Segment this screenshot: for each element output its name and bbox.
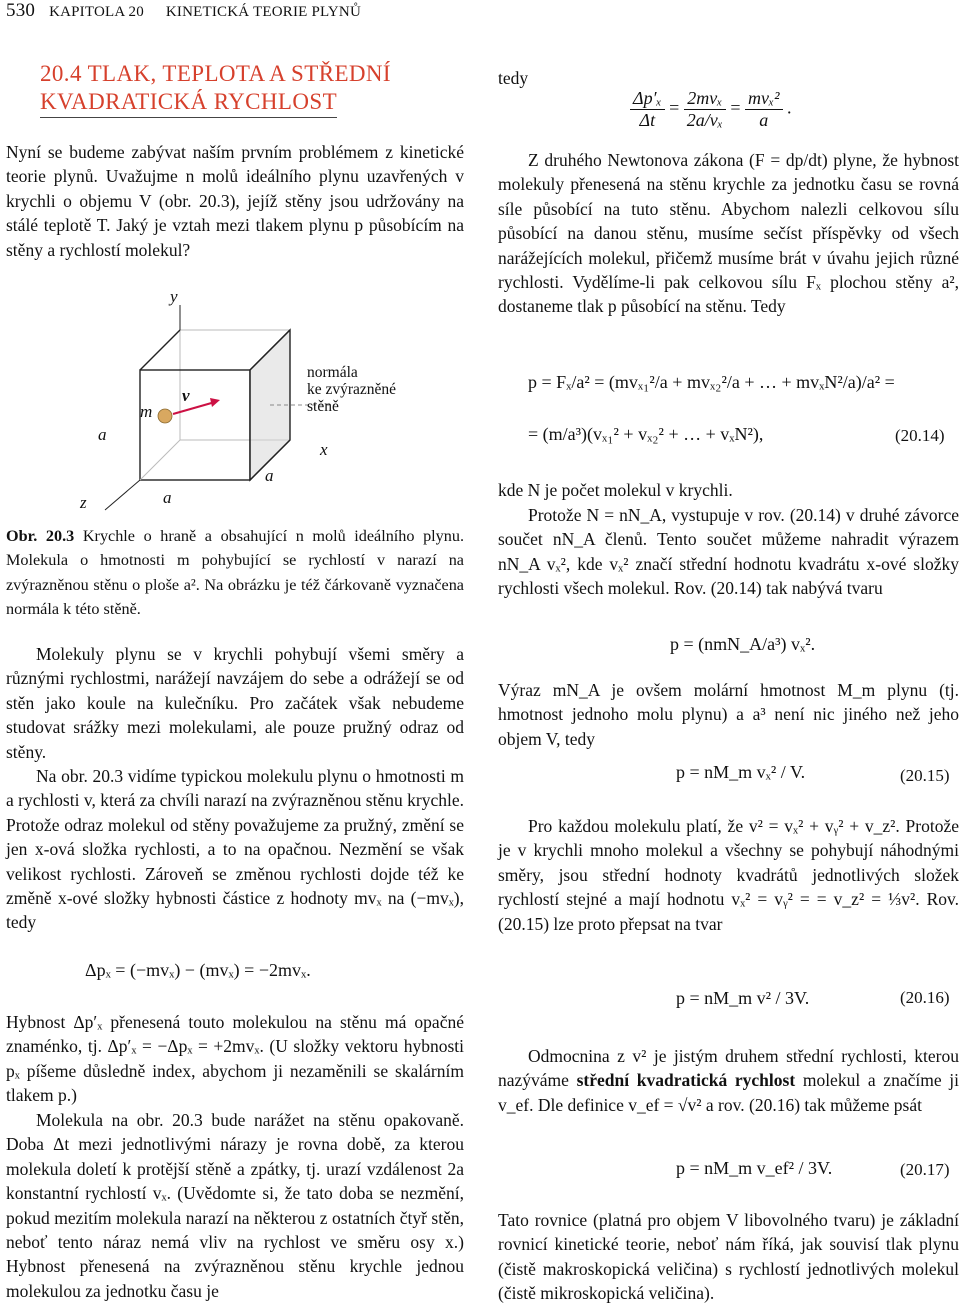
right-paragraph-1: Z druhého Newtonova zákona (F = dp/dt) plyne, že hybnost molekuly přenesená na stěnu krychle za jednotku času se rovná síle působící na tuto stěnu. Abychom nalezli celkovou sílu působící na danou stěnu, musíme sečíst příspěvky od všech narážejících molekul, přičemž musíme brát v úvahu jejich různé rychlosti. Vydělíme-li pak celkovou sílu Fₓ plochou stěny a², dostaneme tlak p působící na stěnu. Tedy — [498, 150, 959, 317]
section-title-line2: KVADRATICKÁ RYCHLOST — [40, 88, 337, 118]
fig-label-a-right: a — [265, 466, 274, 485]
fig-label-v: v — [182, 386, 190, 405]
equation-pressure-sum-line2: = (m/a³)(vₓ₁² + vₓ₂² + … + vₓN²), — [528, 424, 764, 444]
figure-caption — [6, 524, 464, 622]
eq2-lhs: $\frac{\text{Δp′ₓ}}{\Delta t}$ — [630, 88, 665, 131]
velocity-arrowhead — [210, 398, 220, 407]
velocity-vector — [173, 402, 215, 414]
fig-normal-label — [307, 364, 396, 415]
equation-pressure-v2: p = nM_m v² / 3V. — [676, 988, 810, 1008]
molecule — [158, 409, 172, 423]
caption-label: Obr. 20.3 — [6, 527, 75, 545]
equation-pressure-nmNA: p = (nmN_A/a³) vₓ². — [670, 634, 816, 654]
equation-pressure-vef: p = nM_m v_ef² / 3V. — [676, 1158, 833, 1178]
fig-label-a-bottom: a — [163, 488, 172, 507]
fig-label-m: m — [140, 402, 153, 421]
term-rms-speed: střední kvadratická rychlost — [576, 1070, 796, 1091]
equation-number-20-16: (20.16) — [900, 988, 950, 1007]
cube-edge — [140, 330, 180, 370]
left-paragraph-3: Hybnost Δp′ₓ přenesená touto molekulou na stěnu má opačné znaménko, tj. Δp′ₓ = −Δpₓ = +2mvₓ. (U složky vektoru hybnosti pₓ píšeme důsledně index, abychom ji nezaměnili se skalárním tlakem p.) — [6, 1012, 464, 1106]
fig-label-a-left: a — [98, 425, 107, 444]
right-paragraph-5: Pro každou molekulu platí, že v² = vₓ² + vᵧ² + v_z². Protože je v krychli mnoho molekul a všechny se pohybují náhodnými směry, jsou střední hodnoty kvadrátů jednotlivých složek rychlostí stejné a mají hodnotu vₓ² = vᵧ² = = v_z² = ⅓v². Rov. (20.15) lze proto přepsat na tvar — [498, 816, 959, 934]
right-tedy: tedy — [498, 68, 529, 88]
right-paragraph-7: Tato rovnice (platná pro objem V libovolného tvaru) je základní rovnicí kinetické teorie, neboť nám říká, jak souvisí tlak plynu (čistě makroskopická veličina) s rychlostí jednotlivých molekul (čistě mikroskopická veličina). — [498, 1210, 959, 1304]
chapter-title: KINETICKÁ TEORIE PLYNŮ — [165, 4, 361, 20]
eq2-mid: $\frac{\text{2mvₓ}}{\text{2a/vₓ}}$ — [684, 88, 726, 131]
section-title — [40, 60, 460, 118]
fig-label-x: x — [320, 440, 328, 459]
right-paragraph-3: Protože N = nN_A, vystupuje v rov. (20.14) v druhé závorce součet nN_A členů. Tento součet můžeme nahradit výrazem nN_A vₓ², kde vₓ² značí střední hodnotu kvadrátu x-ové složky rychlosti všech molekul. Rov. (20.14) tak nabývá tvaru — [498, 505, 959, 599]
equation-pressure-molar: p = nM_m vₓ² / V. — [676, 762, 806, 782]
left-paragraph-4: Molekula na obr. 20.3 bude narážet na stěnu opakovaně. Doba Δt mezi jednotlivými nárazy je rovna době, za kterou molekula doletí k protější stěně a zpátky, tj. urazí vzdálenost 2a konstantní rychlostí vₓ. (Uvědomte si, že tato doba se nezmění, pokud mezitím molekula narazí na některou z ostatních čtyř stěn, neboť tento náraz nemá vliv na rychlost ve směru osy x.) Hybnost přenesená na zvýrazněnou stěnu krychle jednou molekulou za jednotku času je — [6, 1110, 464, 1301]
page-header — [6, 0, 361, 22]
fig-normal-line3: stěně — [307, 398, 339, 415]
z-axis — [105, 480, 140, 510]
equation-number-20-14: (20.14) — [895, 426, 945, 445]
page-number: 530 — [6, 0, 36, 21]
equation-delta-px: Δpₓ = (−mvₓ) − (mvₓ) = −2mvₓ. — [85, 960, 311, 980]
fig-normal-line1: normála — [307, 364, 358, 381]
eq2-rhs: $\frac{\text{mvₓ²}}{a}$ — [745, 88, 783, 131]
chapter-label: KAPITOLA 20 — [49, 4, 144, 20]
caption-text: Krychle o hraně a obsahující n molů ideálního plynu. Molekula o hmotnosti m pohybující se rychlostí v narazí na zvýrazněnou stěnu o ploše a². Na obrázku je též čárkovaně vyznačena normála k této stěně. — [6, 527, 464, 619]
equation-pressure-sum-line1: p = Fₓ/a² = (mvₓ₁²/a + mvₓ₂²/a + … + mvₓN²/a)/a² = — [528, 372, 895, 392]
section-title-line1: 20.4 TLAK, TEPLOTA A STŘEDNÍ — [40, 61, 391, 86]
equation-number-20-17: (20.17) — [900, 1160, 950, 1179]
cube-edge-hidden — [140, 440, 180, 480]
right-paragraph-6: Odmocnina z v² je jistým druhem střední rychlosti, kterou nazýváme střední kvadratická rychlost molekul a značíme ji v_ef. Dle definice v_ef = √v² a rov. (20.16) tak můžeme psát — [498, 1046, 959, 1115]
equation-force-per-molecule: $\frac{\text{Δp′ₓ}}{\Delta t}$ = $\frac{\text{2mvₓ}}{\text{2a/vₓ}}$ = $\frac{\text{mvₓ²}}{a}$ . — [630, 88, 792, 131]
intro-paragraph: Nyní se budeme zabývat naším prvním problémem z kinetické teorie plynů. Uvažujme n molů ideálního plynu uzavřených v krychli o objemu V (obr. 20.3), jejíž stěny jsou udržovány na stálé teplotě T. Jaký je vztah mezi tlakem plynu p působícím na stěny a rychlostí molekul? — [6, 142, 464, 260]
left-paragraph-1: Molekuly plynu se v krychli pohybují všemi směry a různými rychlostmi, narážejí navzájem do sebe a odrážejí se od stěn jako koule na kulečníku. Pro začátek však nebudeme studovat srážky mezi molekulami, ale pouze pružný odraz od stěny. — [6, 644, 464, 762]
equation-number-20-15: (20.15) — [900, 766, 950, 785]
left-paragraph-2: Na obr. 20.3 vidíme typickou molekulu plynu o hmotnosti m a rychlosti v, která za chvíli narazí na zvýrazněnou stěnu krychle. Protože odraz molekul od stěny považujeme za pružný, změní se jen x-ová složka rychlosti, a to na opačnou. Nezmění se však velikost rychlosti. Zároveň se změnou rychlosti dojde též ke změně x-ové složky hybnosti částice z hodnoty mvₓ na (−mvₓ), tedy — [6, 766, 464, 933]
right-paragraph-2: kde N je počet molekul v krychli. — [498, 480, 733, 500]
fig-normal-line2: ke zvýrazněné — [307, 381, 397, 398]
fig-label-y: y — [170, 287, 178, 306]
fig-label-z: z — [80, 493, 87, 512]
right-paragraph-4: Výraz mN_A je ovšem molární hmotnost M_m plynu (tj. hmotnost jednoho molu plynu) a a³ není nic jiného než jeho objem V, tedy — [498, 680, 959, 749]
